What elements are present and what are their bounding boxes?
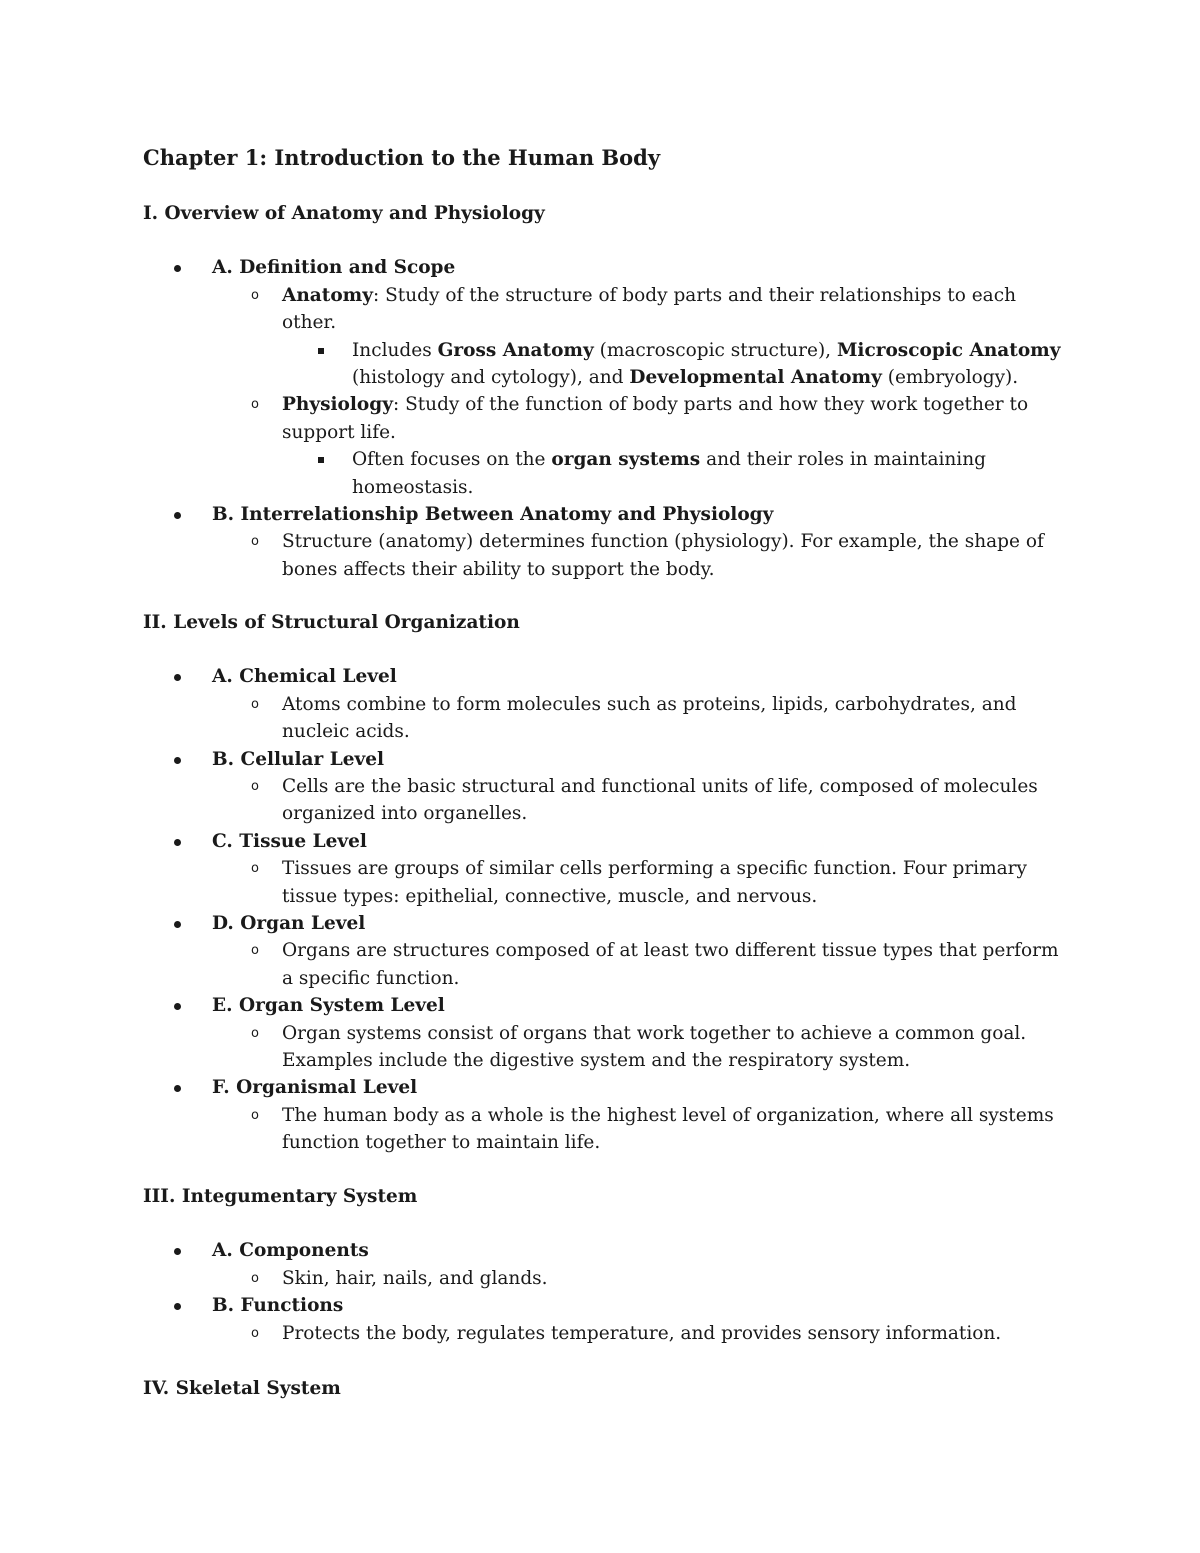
square-bullet-icon [318,457,324,463]
circle-bullet-icon: o [251,943,259,959]
list-item [143,254,1073,501]
square-bullet-icon [318,348,324,354]
point-item [212,855,1073,910]
circle-bullet-icon: o [251,1270,259,1286]
point-text: Tissues are groups of similar cells performing a specific function. Four primary tissue types: epithelial, connective, muscle, and nervous. [282,858,1027,907]
list-item [143,828,1073,910]
subpoint-text [352,446,1073,501]
item-title: B. Cellular Level [212,748,385,770]
point-list [212,855,1073,910]
list-item [143,1292,1073,1347]
point-list [212,691,1073,746]
circle-bullet-icon: o [251,1025,259,1041]
point-list [212,937,1073,992]
point-item [212,691,1073,746]
definition: : Study of the structure of body parts and their relationships to each other. [282,284,1016,334]
subpoint-text [352,337,1073,392]
subpoint-item [282,337,1073,392]
point-item [212,1020,1073,1075]
item-title: B. Functions [212,1295,344,1317]
circle-bullet-icon: o [251,397,259,413]
item-title: B. Interrelationship Between Anatomy and Physiology [212,504,774,526]
text-run: and their roles in maintaining homeostasis. [352,449,986,498]
point-text: The human body as a whole is the highest level of organization, where all systems function together to maintain life. [282,1104,1054,1154]
list-item [143,746,1073,828]
point-item [212,528,1073,583]
point-list [212,1102,1073,1157]
bullet-icon [174,512,181,519]
point-text: Structure (anatomy) determines function (physiology). For example, the shape of bones affects their ability to support the body. [282,531,1044,580]
section-overview [143,200,1073,583]
circle-bullet-icon: o [251,779,259,795]
list-item [143,992,1073,1074]
section-heading: III. Integumentary System [143,1186,418,1207]
text-run: Often focuses on the [352,449,552,471]
list-item [143,663,1073,745]
item-title: C. Tissue Level [212,830,367,852]
item-title: D. Organ Level [212,913,366,935]
section-levels [143,609,1073,1157]
subpoint-item [282,446,1073,501]
circle-bullet-icon: o [251,1107,259,1123]
section-integumentary [143,1183,1073,1347]
bullet-icon [174,1248,181,1255]
point-text: Protects the body, regulates temperature, and provides sensory information. [282,1322,1002,1344]
circle-bullet-icon: o [251,534,259,550]
point-text: Organ systems consist of organs that work together to achieve a common goal. Examples include the digestive system and the respiratory system. [282,1022,1027,1072]
text-run: (embryology). [881,367,1019,389]
circle-bullet-icon: o [251,861,259,877]
section-skeletal [143,1375,1073,1402]
point-text: Cells are the basic structural and functional units of life, composed of molecules organized into organelles. [282,776,1038,825]
subpoint-list [282,337,1073,392]
bold-term: Gross Anatomy [437,339,594,361]
point-text: Organs are structures composed of at least two different tissue types that perform a specific function. [282,940,1059,989]
point-list [212,282,1073,501]
bullet-icon [174,674,181,681]
item-title: E. Organ System Level [212,995,445,1017]
item-title: A. Chemical Level [212,666,397,688]
list-item [143,1237,1073,1292]
point-text [282,391,1073,446]
point-list [212,1320,1073,1347]
point-list [212,1265,1073,1292]
bullet-icon [174,1003,181,1010]
item-title: A. Definition and Scope [212,257,456,279]
point-list [212,1020,1073,1075]
bullet-icon [174,1085,181,1092]
section-heading: IV. Skeletal System [143,1378,341,1399]
text-run: (histology and cytology), and [352,367,630,389]
point-item [212,937,1073,992]
point-item [212,1320,1073,1347]
point-item [212,282,1073,392]
list-item [143,910,1073,992]
circle-bullet-icon: o [251,1325,259,1341]
point-item [212,1102,1073,1157]
bold-term: organ systems [551,449,701,471]
point-text: Atoms combine to form molecules such as proteins, lipids, carbohydrates, and nucleic acids. [282,693,1017,743]
term: Anatomy [282,284,374,306]
point-text: Skin, hair, nails, and glands. [282,1267,548,1289]
point-item [212,391,1073,501]
bold-term: Microscopic Anatomy [836,339,1061,361]
item-title: F. Organismal Level [212,1077,418,1099]
item-title: A. Components [212,1240,369,1262]
item-list [143,663,1073,1156]
point-text [282,282,1073,337]
bullet-icon [174,839,181,846]
section-heading: II. Levels of Structural Organization [143,612,520,633]
list-item [143,1074,1073,1156]
bullet-icon [174,757,181,764]
definition: : Study of the function of body parts and how they work together to support life. [282,394,1029,443]
text-run: Includes [352,339,438,361]
point-list [212,528,1073,583]
point-item [212,1265,1073,1292]
bullet-icon [174,921,181,928]
item-list [143,1237,1073,1347]
chapter-title: Chapter 1: Introduction to the Human Body [143,145,661,170]
point-item [212,773,1073,828]
text-run: (macroscopic structure), [593,339,837,361]
section-heading: I. Overview of Anatomy and Physiology [143,203,545,224]
point-list [212,773,1073,828]
bullet-icon [174,265,181,272]
subpoint-list [282,446,1073,501]
circle-bullet-icon: o [251,287,259,303]
list-item [143,501,1073,583]
bold-term: Developmental Anatomy [629,367,882,389]
bullet-icon [174,1303,181,1310]
term: Physiology [282,394,393,416]
item-list [143,254,1073,583]
circle-bullet-icon: o [251,696,259,712]
